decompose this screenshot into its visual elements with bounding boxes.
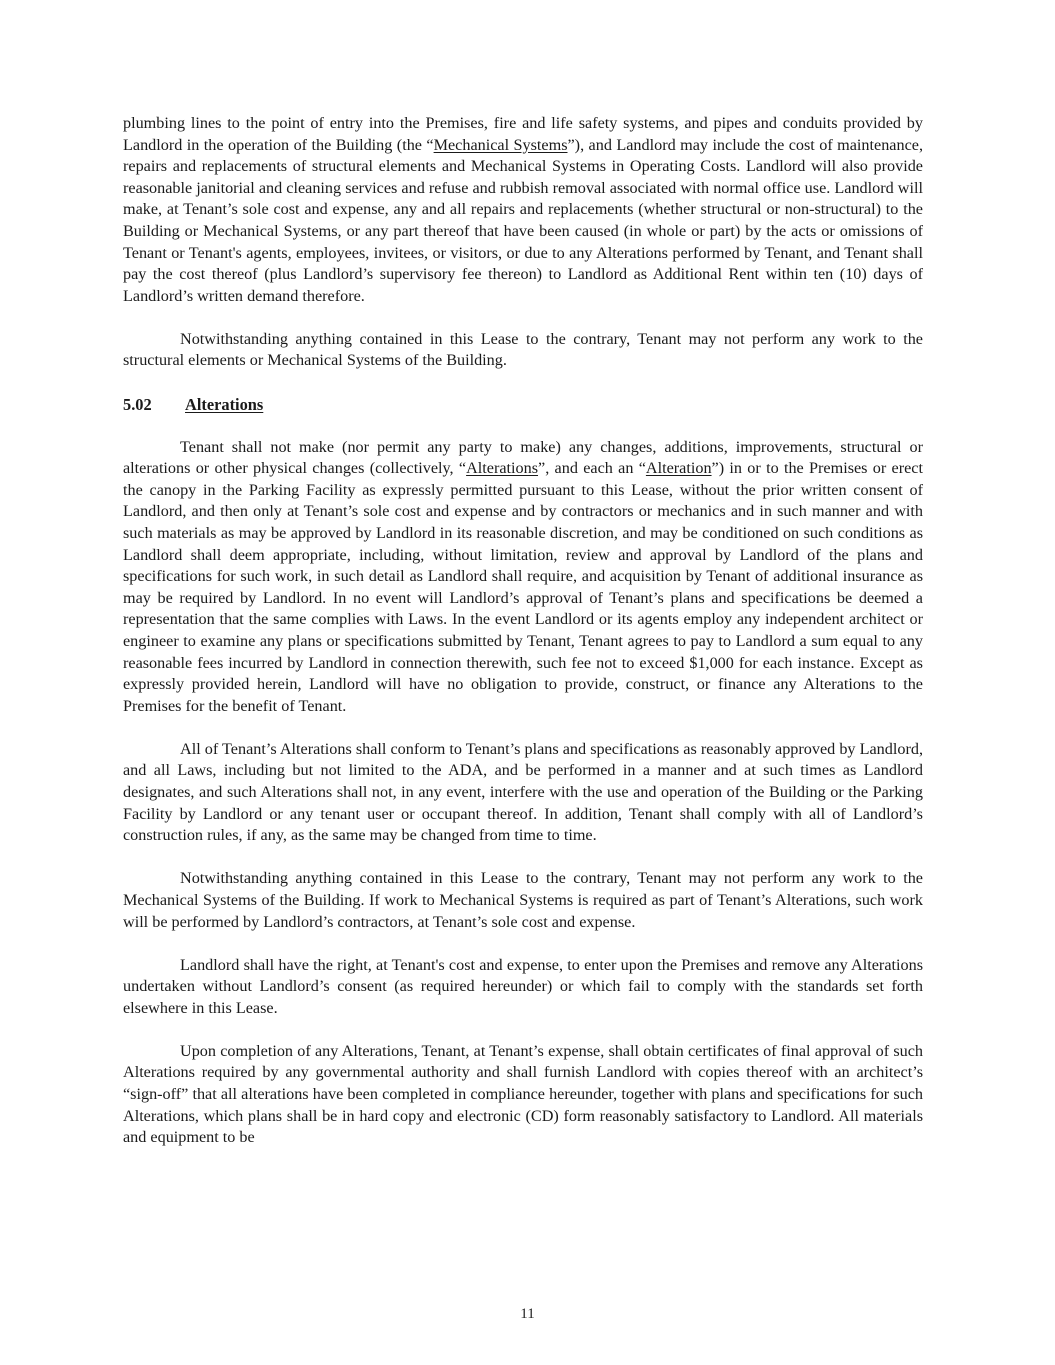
paragraph-alterations-conform: All of Tenant’s Alterations shall conform to Tenant’s plans and specifications as reasonably approved by Landlord, and all Laws, including but not limited to the ADA, and be performed in a manner and at such times as Landlord designates, and such Alterations shall not, in any event, interfere with the use and operation of the Building or the Parking Facility by Landlord or any tenant user or occupant thereof. In addition, Tenant shall comply with all of Landlord’s construction rules, if any, as the same may be changed from time to time. [123, 739, 923, 845]
paragraph-removal-right: Landlord shall have the right, at Tenant's cost and expense, to enter upon the Premises and remove any Alterations undertaken without Landlord’s consent (as required hereunder) or which fail to comply with the standards set forth elsewhere in this Lease. [123, 955, 923, 1017]
page-number: 11 [520, 1306, 535, 1322]
text-run: Tenant shall not make (nor permit any party to make) any changes, additions, improvements, structural or alterations or other physical changes (collectively, “ [123, 437, 923, 478]
paragraph-no-structural-work: Notwithstanding anything contained in this Lease to the contrary, Tenant may not perform any work to the structural elements or Mechanical Systems of the Building. [123, 329, 923, 370]
paragraph-completion-certificates: Upon completion of any Alterations, Tenant, at Tenant’s expense, shall obtain certificates of final approval of such Alterations required by any governmental authority and shall furnish Landlord with copies thereof with an architect’s “sign-off” that all alterations have been completed in compliance hereunder, together with plans and specifications for such Alterations, which plans shall be in hard copy and electronic (CD) form reasonably satisfactory to Landlord. All materials and equipment to be [123, 1041, 923, 1147]
section-title: Alterations [185, 394, 264, 414]
text-run: ”, and each an “ [538, 459, 646, 478]
defined-term-mechanical-systems: Mechanical Systems [433, 135, 568, 154]
defined-term-alteration: Alteration [645, 459, 712, 478]
text-run: plumbing lines to the point of entry into the Premises, fire and life safety systems, and pipes and conduits provided by Landlord in the operation of the Building (the “ [123, 114, 923, 154]
text-run: ”), and Landlord may include the cost of maintenance, repairs and replacements of structural elements and Mechanical Systems in Operating Costs. Landlord will also provide reasonable janitorial and cleaning services and refuse and rubbish removal associated with normal office use. Landlord will make, at Tenant’s sole cost and expense, any and all repairs and replacements (whether structural or non-structural) to the Building or Mechanical Systems, or any part thereof that have been caused (in whole or part) by the acts or omissions of Tenant or Tenant's agents, employees, invitees, or visitors, or due to any Alterations performed by Tenant, and Tenant shall pay the cost thereof (plus Landlord’s supervisory fee thereon) to Landlord as Additional Rent within ten (10) days of Landlord’s written demand therefore. [123, 135, 923, 305]
paragraph-mechanical-systems [123, 113, 923, 307]
section-number: 5.02 [123, 394, 152, 414]
paragraph-alterations-consent [123, 437, 923, 718]
section-heading [123, 394, 923, 416]
defined-term-alterations: Alterations [466, 459, 539, 478]
paragraph-mechanical-work: Notwithstanding anything contained in this Lease to the contrary, Tenant may not perform any work to the Mechanical Systems of the Building. If work to Mechanical Systems is required as part of Tenant’s Alterations, such work will be performed by Landlord’s contractors, at Tenant’s sole cost and expense. [123, 869, 923, 931]
document-page [123, 113, 923, 1149]
text-run: ”) in or to the Premises or erect the canopy in the Parking Facility as expressly permitted pursuant to this Lease, without the prior written consent of Landlord, and then only at Tenant’s sole cost and expense and by contractors or mechanics and in such manner and with such materials as may be approved by Landlord in its reasonable discretion, and may be conditioned on such conditions as Landlord shall deem appropriate, including, without limitation, review and approval by Landlord of the plans and specifications for such work, in such detail as Landlord shall require, and acquisition by Tenant of additional insurance as may be required by Landlord. In no event will Landlord’s approval of Tenant’s plans and specifications be deemed a representation that the same complies with Laws. In the event Landlord or its agents employ any independent architect or engineer to examine any plans or specifications submitted by Tenant, Tenant agrees to pay to Landlord a sum equal to any reasonable fees incurred by Landlord in connection therewith, such fee not to exceed $1,000 for each instance. Except as expressly provided herein, Landlord will have no obligation to provide, construct, or finance any Alterations to the Premises for the benefit of Tenant. [123, 459, 923, 715]
